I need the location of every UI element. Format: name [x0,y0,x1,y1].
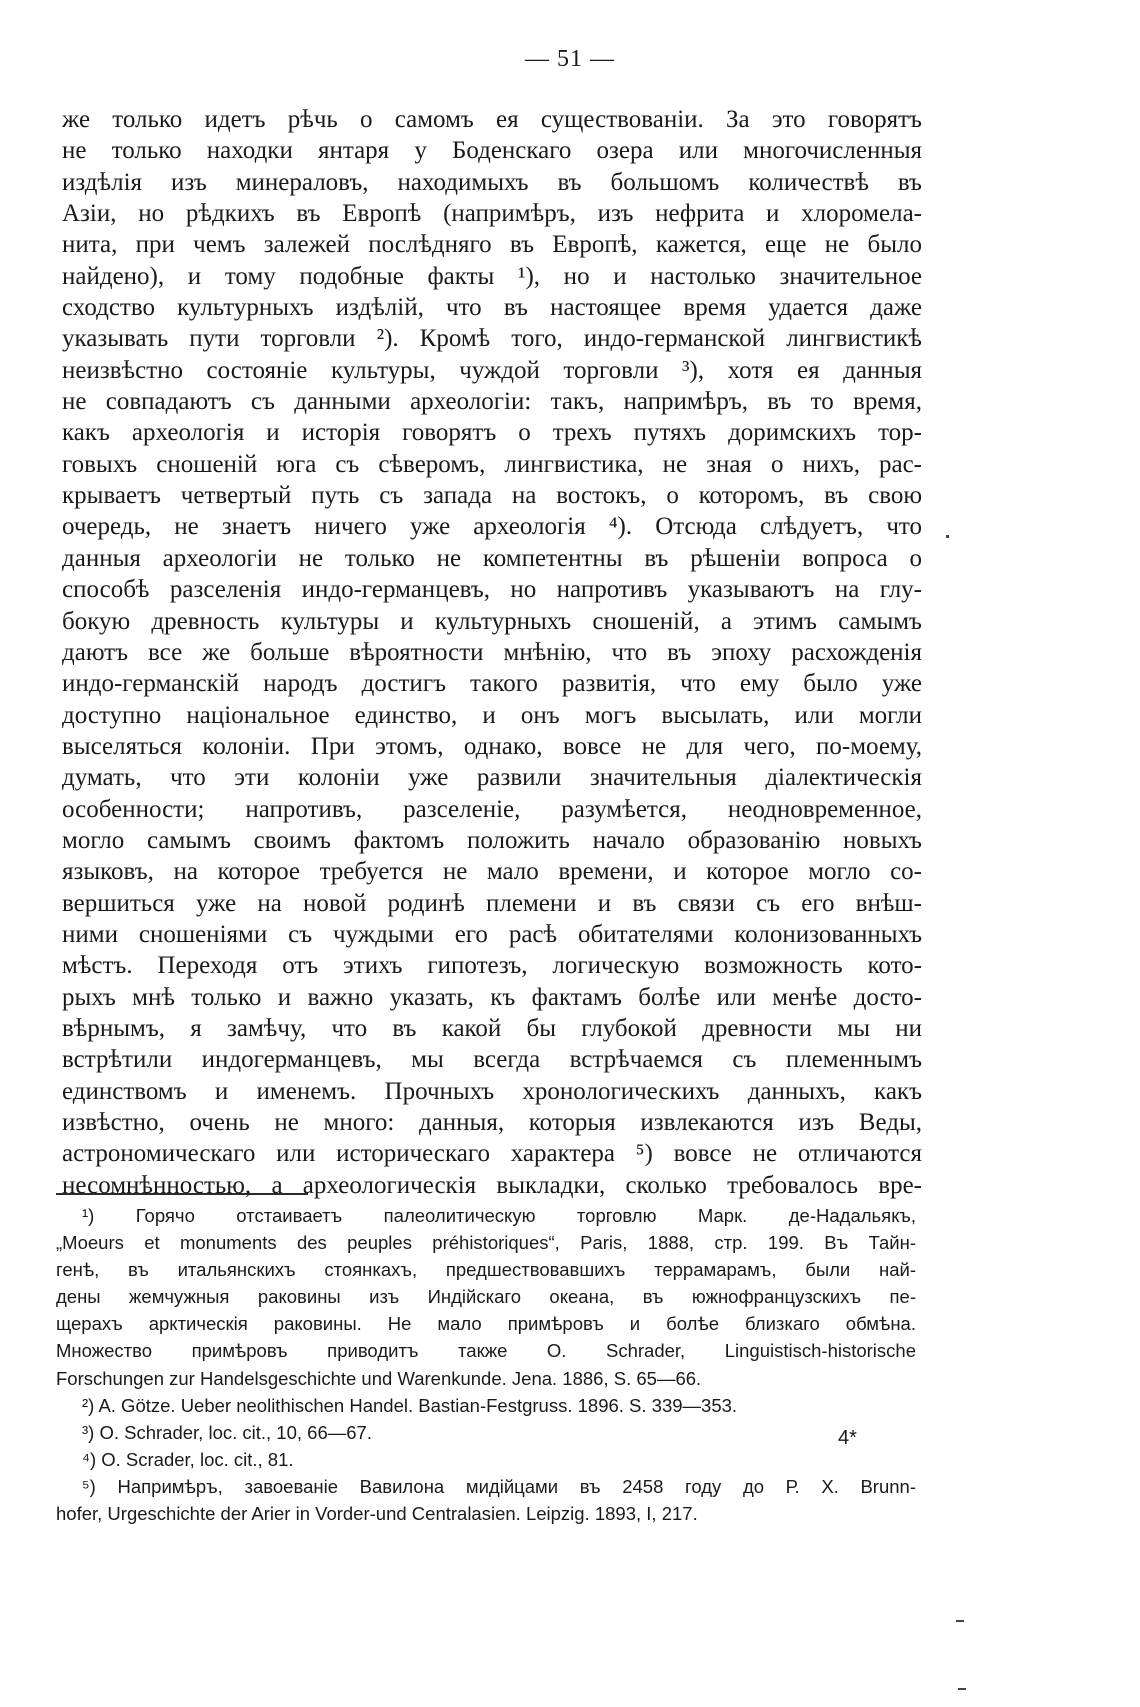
text-line: вѣрнымъ, я замѣчу, что въ какой бы глубокой древности мы ни [62,1014,922,1042]
scan-speck [946,535,949,538]
text-line: найдено), и тому подобные факты ¹), но и настолько значительное [62,262,922,290]
footnote-line: ¹) Горячо отстаиваетъ палеолитическую торговлю Марк. де-Надальякъ, [82,1205,916,1226]
footnote-line: ³) O. Schrader, loc. cit., 10, 66—67. [82,1421,372,1443]
text-line: указывать пути торговли ²). Кромѣ того, индо-германской лингвистикѣ [62,325,922,353]
footnote-line: генѣ, въ итальянскихъ стоянкахъ, предшествовавшихъ террамарамъ, были най- [56,1259,916,1281]
footnotes [56,1202,916,1527]
scan-speck [958,1688,966,1690]
text-line: рыхъ мнѣ только и важно указать, къ фактамъ болѣе или менѣе досто- [62,983,922,1011]
footnote-line: ⁴) O. Scrader, loc. cit., 81. [82,1448,294,1470]
page-number: — 51 — [525,46,615,72]
text-line: Азіи, но рѣдкихъ въ Европѣ (напримѣръ, изъ нефрита и хлоромела- [62,200,922,228]
footnote-line: ²) A. Götze. Ueber neolithischen Handel. Bastian-Festgruss. 1896. S. 339—353. [82,1394,738,1416]
footnote-line: ⁵) Напримѣръ, завоеваніе Вавилона мидійцами въ 2458 году до Р. Х. Brunn- [82,1475,916,1497]
text-line: мѣстъ. Переходя отъ этихъ гипотезъ, логическую возможность кото- [62,952,922,980]
text-line: нита, при чемъ залежей послѣдняго въ Европѣ, кажется, еще не было [62,231,922,259]
text-line: астрономическаго или историческаго характера ⁵) вовсе не отличаются [62,1140,922,1168]
text-line: издѣлія изъ минераловъ, находимыхъ въ большомъ количествѣ въ [62,168,922,196]
signature-mark: 4* [838,1427,857,1449]
text-line: языковъ, на которое требуется не мало времени, и которое могло со- [62,858,922,886]
text-line: не только находки янтаря у Боденскаго озера или многочисленныя [62,137,922,165]
text-line: извѣстно, очень не много: данныя, которыя извлекаются изъ Веды, [62,1109,922,1136]
footnote-rule [56,1193,308,1195]
text-line: доступно національное единство, и онъ могъ высылать, или могли [62,701,922,729]
text-line: несомнѣнностью, а археологическія выкладки, сколько требовалось вре- [62,1171,922,1199]
text-line: не совпадаютъ съ данными археологіи: такъ, напримѣръ, въ то время, [62,388,922,416]
text-line: способѣ разселенія индо-германцевъ, но напротивъ указываютъ на глу- [62,576,922,604]
text-line: могло самымъ своимъ фактомъ положить начало образованію новыхъ [62,826,922,854]
text-line: данныя археологіи не только не компетентны въ рѣшеніи вопроса о [62,544,922,572]
text-line: встрѣтили индогерманцевъ, мы всегда встрѣчаемся съ племеннымъ [62,1046,922,1074]
text-line: особенности; напротивъ, разселеніе, разумѣется, неодновременное, [62,795,922,823]
footnote-line: Forschungen zur Handelsgeschichte und Warenkunde. Jena. 1886, S. 65—66. [56,1367,702,1389]
footnote-line: щерахъ арктическія раковины. Не мало примѣровъ и болѣе близкаго обмѣна. [56,1313,916,1335]
text-line: какъ археологія и исторія говорятъ о трехъ путяхъ доримскихъ тор- [62,419,922,447]
text-line: неизвѣстно состояніе культуры, чуждой торговли ³), хотя ея данныя [62,356,922,384]
text-line: думать, что эти колоніи уже развили значительныя діалектическія [62,764,922,792]
text-line: крываетъ четвертый путь съ запада на востокъ, о которомъ, въ свою [62,482,922,510]
text-line: единствомъ и именемъ. Прочныхъ хронологическихъ данныхъ, какъ [62,1077,922,1105]
text-line: вершиться уже на новой родинѣ племени и въ связи съ его внѣш- [62,889,922,917]
text-line: бокую древность культуры и культурныхъ сношеній, а этимъ самымъ [62,607,922,635]
text-line: выселяться колоніи. При этомъ, однако, вовсе не для чего, по-моему, [62,732,922,760]
text-line: даютъ все же больше вѣроятности мнѣнію, что въ эпоху расхожденія [62,638,922,666]
text-line: говыхъ сношеній юга съ сѣверомъ, лингвистика, не зная о нихъ, рас- [62,450,922,478]
footnote-line: дены жемчужныя раковины изъ Индійскаго океана, въ южнофранцузскихъ пе- [56,1286,916,1308]
text-line: же только идетъ рѣчь о самомъ ея существованіи. За это говорятъ [62,106,922,133]
text-line: очередь, не знаетъ ничего уже археологія ⁴). Отсюда слѣдуетъ, что [62,513,922,541]
text-line: сходство культурныхъ издѣлій, что въ настоящее время удается даже [62,294,922,322]
footnote-line: hofer, Urgeschichte der Arier in Vorder-und Centralasien. Leipzig. 1893, I, 217. [56,1503,698,1525]
main-text [62,104,922,1201]
footnote-line: Множество примѣровъ приводитъ также O. Schrader, Linguistisch-historische [56,1340,916,1362]
footnote-line: „Moeurs et monuments des peuples préhistoriques“, Paris, 1888, стр. 199. Въ Тайн- [56,1232,916,1254]
scan-speck [956,1620,964,1622]
text-line: индо-германскій народъ достигъ такого развитія, что ему было уже [62,670,922,698]
text-line: ними сношеніями съ чуждыми его расѣ обитателями колонизованныхъ [62,920,922,948]
